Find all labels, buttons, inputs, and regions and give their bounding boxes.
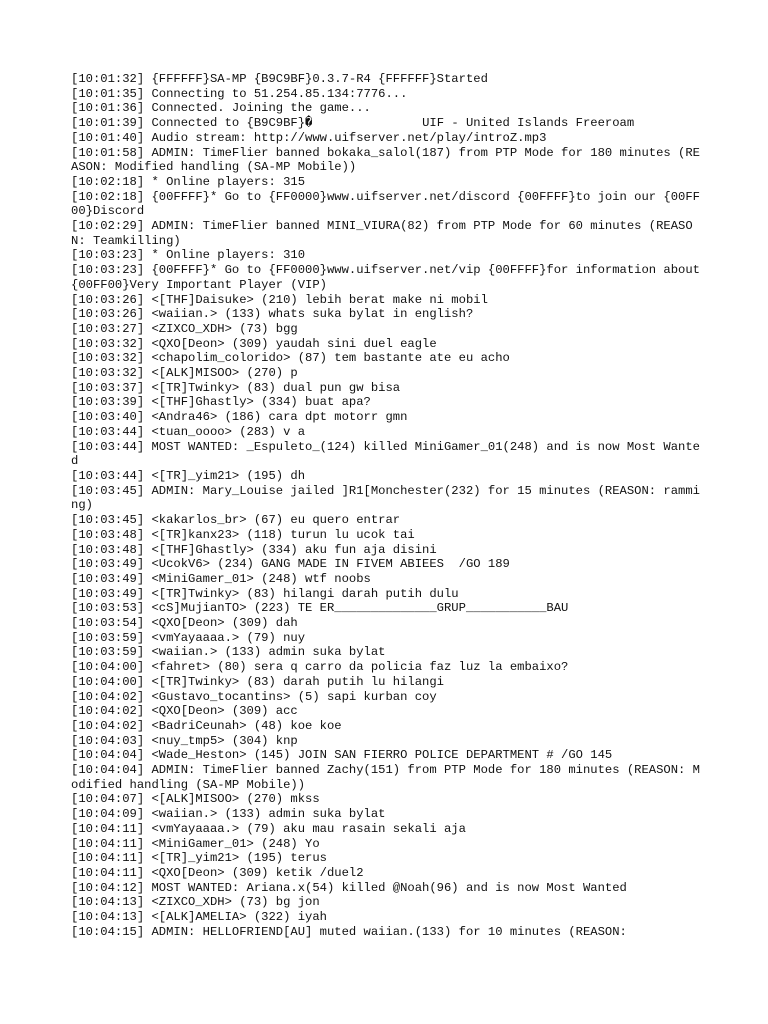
log-line: [10:04:11] <vmYayaaaa.> (79) aku mau rasain sekali aja — [71, 821, 466, 836]
log-line: [10:03:44] <tuan_oooo> (283) v a — [71, 424, 306, 439]
log-line: [10:02:29] ADMIN: TimeFlier banned MINI_VIURA(82) from PTP Mode for 60 minutes (REASON: Teamkilling) — [71, 219, 693, 248]
log-line: [10:04:04] ADMIN: TimeFlier banned Zachy(151) from PTP Mode for 180 minutes (REASON: Modified handling (SA-MP Mobile)) — [71, 763, 700, 792]
log-line: [10:03:49] <[TR]Twinky> (83) hilangi darah putih dulu — [71, 586, 459, 601]
log-line: [10:03:48] <[TR]kanx23> (118) turun lu ucok tai — [71, 527, 415, 542]
log-line: [10:04:07] <[ALK]MISOO> (270) mkss — [71, 792, 320, 807]
log-line: [10:03:44] <[TR]_yim21> (195) dh — [71, 468, 306, 483]
log-line: [10:04:13] <[ALK]AMELIA> (322) iyah — [71, 910, 327, 925]
chat-log — [71, 72, 708, 939]
log-line: [10:04:04] <Wade_Heston> (145) JOIN SAN FIERRO POLICE DEPARTMENT # /GO 145 — [71, 748, 613, 763]
log-line: [10:04:11] <MiniGamer_01> (248) Yo — [71, 836, 320, 851]
log-line: [10:03:26] <[THF]Daisuke> (210) lebih berat make ni mobil — [71, 292, 488, 307]
log-line: [10:04:02] <Gustavo_tocantins> (5) sapi kurban coy — [71, 689, 437, 704]
log-line: [10:04:15] ADMIN: HELLOFRIEND[AU] muted waiian.(133) for 10 minutes (REASON: — [71, 924, 627, 939]
log-line: [10:03:49] <UcokV6> (234) GANG MADE IN FIVEM ABIEES /GO 189 — [71, 557, 510, 572]
log-line: [10:01:36] Connected. Joining the game... — [71, 101, 371, 116]
log-line: [10:03:32] <[ALK]MISOO> (270) p — [71, 366, 298, 381]
log-line: [10:03:26] <waiian.> (133) whats suka bylat in english? — [71, 307, 474, 322]
log-line: [10:03:59] <vmYayaaaa.> (79) nuy — [71, 630, 306, 645]
log-line: [10:04:11] <[TR]_yim21> (195) terus — [71, 851, 327, 866]
log-line: [10:03:39] <[THF]Ghastly> (334) buat apa? — [71, 395, 371, 410]
log-line: [10:04:00] <fahret> (80) sera q carro da policia faz luz la embaixo? — [71, 660, 569, 675]
log-line: [10:04:03] <nuy_tmp5> (304) knp — [71, 733, 298, 748]
log-line: [10:04:12] MOST WANTED: Ariana.x(54) killed @Noah(96) and is now Most Wanted — [71, 880, 627, 895]
log-line: [10:04:13] <ZIXCO_XDH> (73) bg jon — [71, 895, 320, 910]
log-line: [10:03:48] <[THF]Ghastly> (334) aku fun aja disini — [71, 542, 437, 557]
log-line: [10:03:45] <kakarlos_br> (67) eu quero entrar — [71, 513, 401, 528]
log-line: [10:03:44] MOST WANTED: _Espuleto_(124) killed MiniGamer_01(248) and is now Most Wanted — [71, 439, 700, 469]
log-line: [10:04:09] <waiian.> (133) admin suka bylat — [71, 807, 386, 822]
log-line: [10:03:23] * Online players: 310 — [71, 248, 306, 263]
log-line: [10:03:37] <[TR]Twinky> (83) dual pun gw bisa — [71, 380, 401, 395]
log-line: [10:02:18] {00FFFF}* Go to {FF0000}www.uifserver.net/discord {00FFFF}to join our {00FF00}Discord — [71, 189, 700, 219]
log-line: [10:03:32] <QXO[Deon> (309) yaudah sini duel eagle — [71, 336, 437, 351]
log-line: [10:03:27] <ZIXCO_XDH> (73) bgg — [71, 321, 298, 336]
log-line: [10:03:54] <QXO[Deon> (309) dah — [71, 616, 298, 631]
log-line: [10:03:49] <MiniGamer_01> (248) wtf noobs — [71, 571, 371, 586]
log-line: [10:03:40] <Andra46> (186) cara dpt motorr gmn — [71, 410, 408, 425]
log-line: [10:01:58] ADMIN: TimeFlier banned bokaka_salol(187) from PTP Mode for 180 minutes (REASON: Modified handling (SA-MP Mobile)) — [71, 145, 700, 175]
log-line: [10:03:59] <waiian.> (133) admin suka bylat — [71, 645, 386, 660]
log-line: [10:04:11] <QXO[Deon> (309) ketik /duel2 — [71, 865, 364, 880]
log-line: [10:04:02] <BadriCeunah> (48) koe koe — [71, 718, 342, 733]
log-line: [10:03:23] {00FFFF}* Go to {FF0000}www.uifserver.net/vip {00FFFF}for information about {00FF00}Very Important Player (VIP) — [71, 263, 708, 292]
log-line: [10:01:40] Audio stream: http://www.uifserver.net/play/introZ.mp3 — [71, 130, 547, 145]
log-line: [10:03:32] <chapolim_colorido> (87) tem bastante ate eu acho — [71, 351, 510, 366]
log-line: [10:03:53] <cS]MujianTO> (223) TE ER______________GRUP___________BAU — [71, 601, 569, 616]
log-line: [10:01:35] Connecting to 51.254.85.134:7776... — [71, 86, 408, 101]
log-line: [10:04:02] <QXO[Deon> (309) acc — [71, 704, 298, 719]
log-line: [10:04:00] <[TR]Twinky> (83) darah putih lu hilangi — [71, 674, 444, 689]
log-line: [10:03:45] ADMIN: Mary_Louise jailed ]R1[Monchester(232) for 15 minutes (REASON: ramming) — [71, 483, 700, 513]
log-line: [10:01:39] Connected to {B9C9BF}� UIF - United Islands Freeroam — [71, 116, 635, 131]
log-line: [10:01:32] {FFFFFF}SA-MP {B9C9BF}0.3.7-R4 {FFFFFF}Started — [71, 72, 488, 86]
log-line: [10:02:18] * Online players: 315 — [71, 174, 306, 189]
